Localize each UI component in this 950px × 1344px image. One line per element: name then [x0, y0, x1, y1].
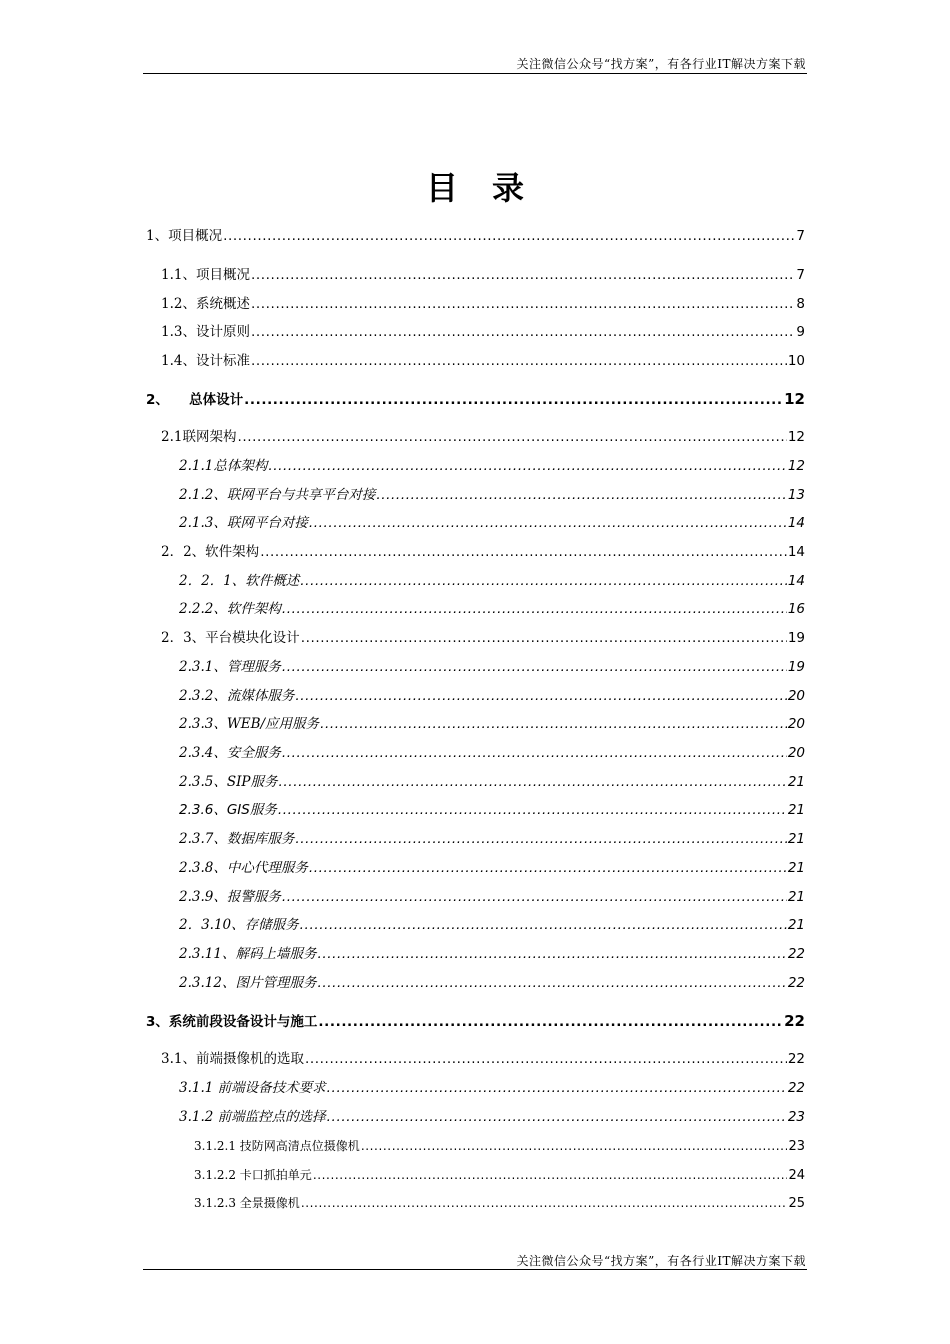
page-footer: 关注微信公众号“找方案”，有各行业IT解决方案下载: [516, 1254, 806, 1268]
toc-entry[interactable]: 2.3.7、数据库服务 ..... 21: [179, 829, 805, 849]
toc-entry[interactable]: 2.3.8、中心代理服务 ..... 21: [179, 858, 805, 878]
toc-entry[interactable]: 2．3.10、存储服务 ..... 21: [179, 915, 805, 935]
toc-entry[interactable]: 3.1、前端摄像机的选取 ..... 22: [161, 1049, 805, 1069]
toc-entry[interactable]: 3.1.1 前端设备技术要求 ..... 22: [179, 1078, 805, 1098]
toc-entry[interactable]: 3、系统前段设备设计与施工 ..... 22: [146, 1011, 805, 1031]
toc-entry[interactable]: 3.1.2.1 技防网高清点位摄像机 ..... 23: [194, 1136, 805, 1156]
toc-entry[interactable]: 1.4、设计标准 ..... 10: [161, 351, 805, 371]
toc-entry[interactable]: 2.1.2、联网平台与共享平台对接 ..... 13: [179, 485, 805, 505]
toc-entry[interactable]: 2.3.9、报警服务 ..... 21: [179, 887, 805, 907]
toc-entry[interactable]: 2.3.12、图片管理服务 ..... 22: [179, 973, 805, 993]
toc-entry[interactable]: 2.2.2、软件架构 ..... 16: [179, 599, 805, 619]
toc-entry[interactable]: 2．2、软件架构 ..... 14: [161, 542, 805, 562]
toc-entry[interactable]: 3.1.2.3 全景摄像机 ..... 25: [194, 1193, 805, 1213]
toc-entry[interactable]: 1.1、项目概况 ..... 7: [161, 265, 805, 285]
toc-entry[interactable]: 2.3.6、GIS服务 ..... 21: [179, 800, 805, 820]
page-header: 关注微信公众号“找方案”，有各行业IT解决方案下载: [516, 57, 806, 71]
toc-entry[interactable]: 2.3.3、WEB/应用服务 ..... 20: [179, 714, 805, 734]
toc-entry[interactable]: 1、项目概况 ..... 7: [146, 226, 805, 246]
toc-entry[interactable]: 1.3、设计原则 ..... 9: [161, 322, 805, 342]
toc-entry[interactable]: 2.3.1、管理服务 ..... 19: [179, 657, 805, 677]
toc-entry[interactable]: 2.3.4、安全服务 ..... 20: [179, 743, 805, 763]
toc-entry[interactable]: 2.1.3、联网平台对接 ..... 14: [179, 513, 805, 533]
toc-entry[interactable]: 2、 总体设计 ..... 12: [146, 389, 805, 409]
toc-entry[interactable]: 2.1联网架构 ..... 12: [161, 427, 805, 447]
toc-entry[interactable]: 2．2．1、软件概述 ..... 14: [179, 571, 805, 591]
toc-entry[interactable]: 2.1.1总体架构 ..... 12: [179, 456, 805, 476]
toc-entry[interactable]: 2.3.5、SIP服务 ..... 21: [179, 772, 805, 792]
toc-entry[interactable]: 3.1.2 前端监控点的选择 ..... 23: [179, 1107, 805, 1127]
toc-entry[interactable]: 2.3.2、流媒体服务 ..... 20: [179, 686, 805, 706]
footer-rule: [143, 1269, 807, 1270]
page-title: 目录: [425, 169, 558, 207]
toc-entry[interactable]: 2．3、平台模块化设计 ..... 19: [161, 628, 805, 648]
toc-entry[interactable]: 3.1.2.2 卡口抓拍单元 ..... 24: [194, 1165, 805, 1185]
toc-entry[interactable]: 2.3.11、解码上墙服务 ..... 22: [179, 944, 805, 964]
toc-entry[interactable]: 1.2、系统概述 ..... 8: [161, 294, 805, 314]
